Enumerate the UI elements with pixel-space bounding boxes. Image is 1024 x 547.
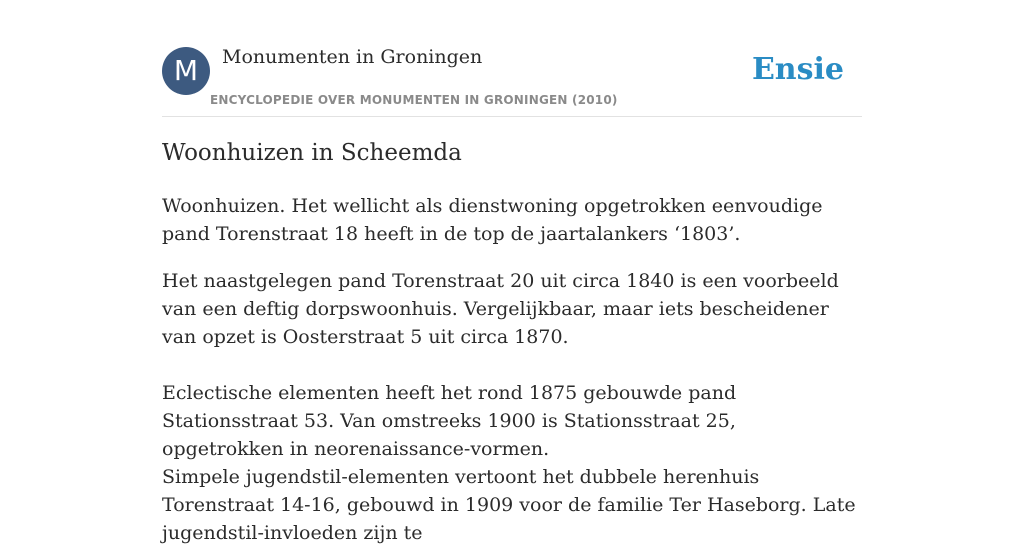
article-title: Woonhuizen in Scheemda xyxy=(162,140,462,166)
article-paragraph: Woonhuizen. Het wellicht als dienstwoning opgetrokken eenvoudige pand Torenstraat 18 heeft in de top de jaartalankers ‘1803’. xyxy=(162,195,823,245)
site-subtitle: ENCYCLOPEDIE OVER MONUMENTEN IN GRONINGEN (2010) xyxy=(210,93,618,107)
article-paragraph: Het naastgelegen pand Torenstraat 20 uit circa 1840 is een voorbeeld van een deftig dorpswoonhuis. Vergelijkbaar, maar iets bescheidener van opzet is Oosterstraat 5 uit circa 1870. xyxy=(162,270,839,348)
article-paragraph: Simpele jugendstil-elementen vertoont het dubbele herenhuis Torenstraat 14-16, gebouwd in 1909 voor de familie Ter Haseborg. Late jugendstil-invloeden zijn te xyxy=(162,466,856,544)
article-paragraph: Eclectische elementen heeft het rond 1875 gebouwde pand Stationsstraat 53. Van omstreeks 1900 is Stationsstraat 25, opgetrokken in neorenaissance-vormen. xyxy=(162,382,737,460)
page-header xyxy=(162,0,862,117)
page-container xyxy=(162,0,862,544)
site-title[interactable]: Monumenten in Groningen xyxy=(222,46,483,68)
brand-logo[interactable]: Ensie xyxy=(751,52,844,87)
avatar[interactable]: M xyxy=(162,47,210,95)
